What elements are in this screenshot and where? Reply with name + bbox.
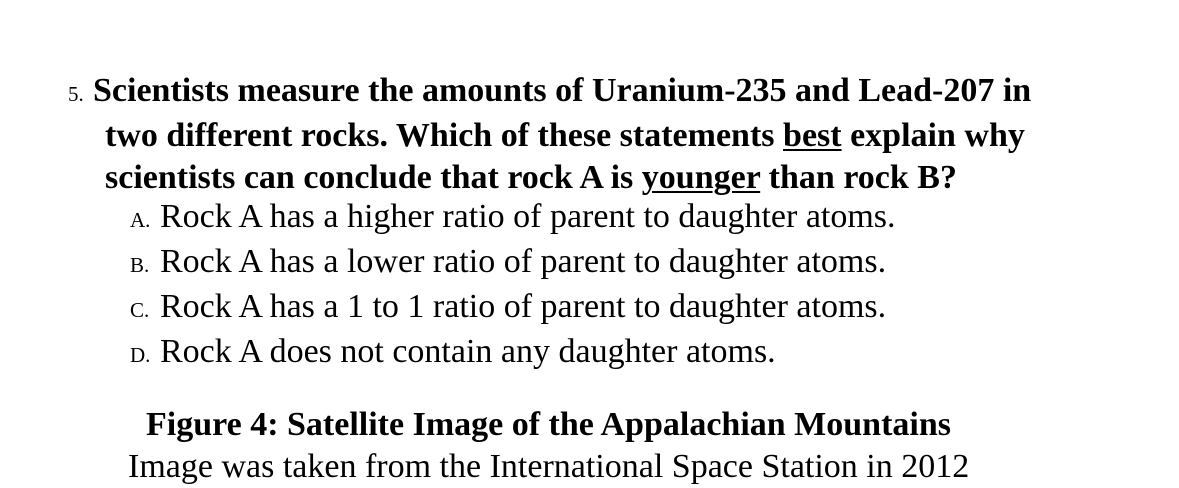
option-text: Rock A has a lower ratio of parent to daughter atoms. — [160, 243, 887, 280]
question-text-line-2-start: two different rocks. Which of these statements — [105, 117, 784, 154]
question-number: 5. — [68, 82, 84, 106]
question-5 — [68, 70, 1128, 199]
figure-caption-cut-off: Image was taken from the International Space Station in 2012 — [128, 448, 970, 485]
underlined-word-younger: younger — [641, 159, 761, 196]
question-text-line-3-start: scientists can conclude that rock A is — [105, 159, 642, 196]
option-text: Rock A does not contain any daughter atoms. — [160, 333, 776, 370]
underlined-word-best: best — [783, 117, 842, 154]
option-letter: D. — [130, 343, 151, 367]
option-a — [130, 196, 1130, 241]
question-text-line-1: Scientists measure the amounts of Uranium-235 and Lead-207 in — [93, 72, 1032, 109]
option-b — [130, 241, 1130, 286]
question-line-2 — [68, 115, 1128, 157]
figure-title: Figure 4: Satellite Image of the Appalachian Mountains — [146, 406, 951, 443]
question-line-3 — [68, 157, 1128, 199]
option-letter: A. — [130, 208, 151, 232]
question-text-line-2-end: explain why — [841, 117, 1025, 154]
question-text-line-3-end: than rock B? — [760, 159, 957, 196]
answer-options — [130, 196, 1130, 376]
option-c — [130, 286, 1130, 331]
option-d — [130, 331, 1130, 376]
option-letter: B. — [130, 253, 150, 277]
question-line-1 — [68, 70, 1128, 115]
option-letter: C. — [130, 298, 150, 322]
option-text: Rock A has a higher ratio of parent to daughter atoms. — [160, 198, 896, 235]
option-text: Rock A has a 1 to 1 ratio of parent to daughter atoms. — [160, 288, 887, 325]
